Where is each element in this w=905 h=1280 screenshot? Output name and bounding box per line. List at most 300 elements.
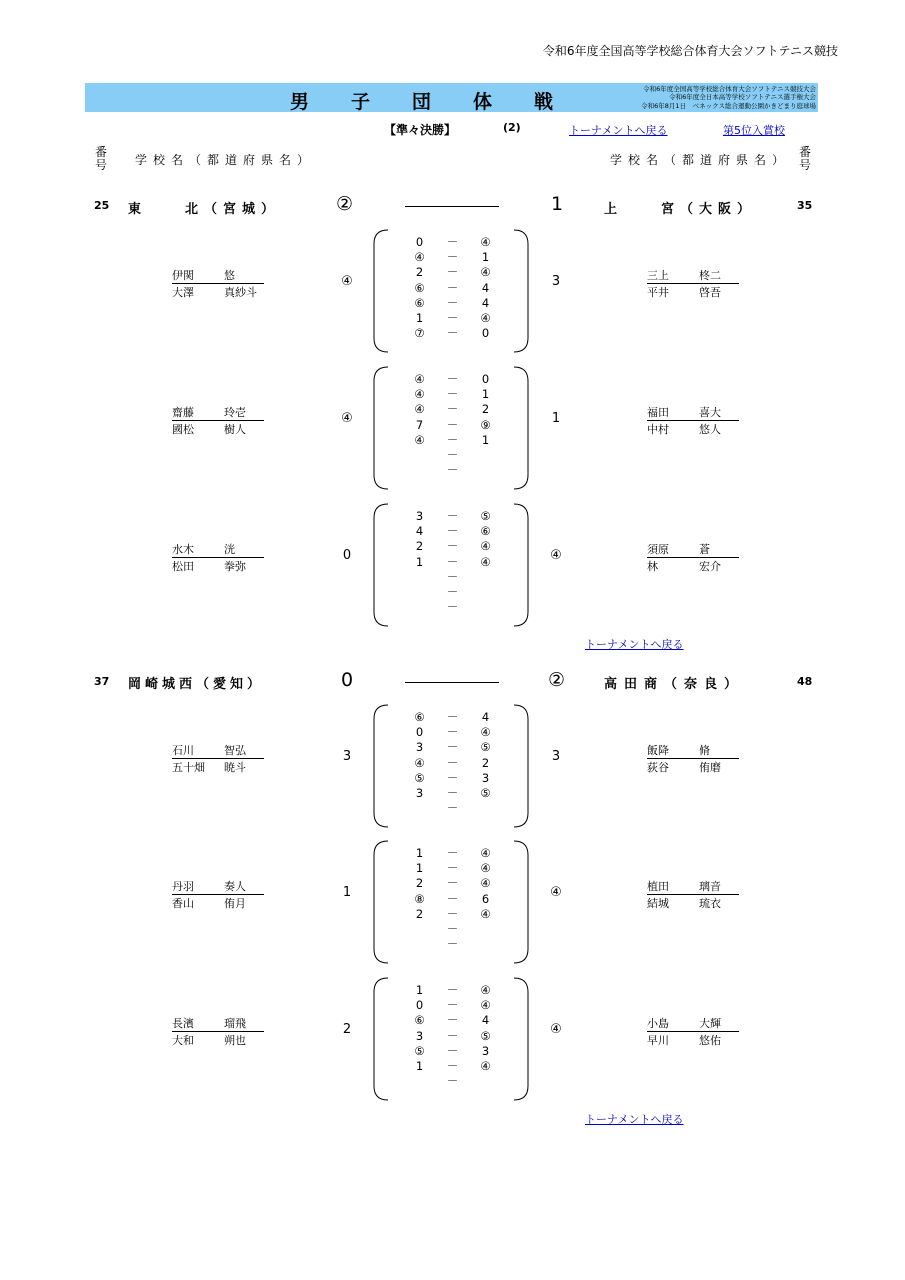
bracket-left — [374, 705, 388, 827]
game-score-left — [403, 570, 436, 585]
game-score-left: 2 — [415, 539, 424, 554]
game-dash: － — [446, 725, 459, 740]
game-dash: － — [446, 1043, 459, 1058]
game-score-left: 0 — [415, 725, 424, 740]
bout-score-right: ④ — [550, 885, 562, 900]
bout-score-left: ④ — [341, 274, 353, 289]
right-players — [647, 541, 739, 574]
team-number-right: 35 — [797, 199, 813, 212]
bracket-right — [514, 978, 528, 1100]
game-dash: － — [446, 539, 459, 554]
game-dash: － — [446, 740, 459, 755]
game-score-left: ⑤ — [414, 770, 425, 785]
player-surname: 荻谷 — [647, 761, 669, 774]
game-dash: － — [446, 770, 459, 785]
game-row — [403, 1013, 502, 1028]
round-label: 【準々決勝】 — [384, 123, 457, 137]
game-score-right: ④ — [480, 861, 491, 876]
game-score-left: 2 — [415, 906, 424, 921]
game-scores — [403, 846, 502, 952]
game-score-left: ④ — [414, 755, 425, 770]
game-row — [403, 710, 502, 725]
game-dash: － — [446, 554, 459, 569]
game-row — [403, 402, 502, 417]
bracket-right — [514, 230, 528, 352]
right-players — [647, 742, 739, 775]
player-surname: 香山 — [172, 897, 194, 910]
game-scores — [403, 710, 502, 816]
player-surname: 丹羽 — [172, 880, 194, 893]
bout-score-right: ④ — [550, 1022, 562, 1037]
game-row — [403, 433, 502, 448]
team-name-left: 東 北（宮城） — [128, 202, 281, 217]
team-number-right: 48 — [797, 675, 813, 688]
bout-score-right: 3 — [551, 274, 561, 289]
match-divider — [405, 206, 499, 207]
game-score-left — [403, 937, 436, 952]
player-row — [647, 878, 739, 895]
game-score-right: 6 — [481, 891, 490, 906]
player-row — [647, 558, 739, 574]
game-dash: － — [446, 983, 459, 997]
game-row — [403, 600, 502, 615]
game-row — [403, 509, 502, 524]
game-score-left — [403, 600, 436, 615]
game-row — [403, 326, 502, 341]
game-score-left: ⑥ — [414, 710, 425, 724]
bracket-right — [514, 504, 528, 626]
bout-score-left: 0 — [342, 548, 352, 563]
game-score-left: 2 — [415, 265, 424, 280]
game-scores — [403, 509, 502, 615]
game-dash: － — [446, 846, 459, 860]
player-surname: 齋藤 — [172, 406, 194, 419]
game-score-right: 1 — [481, 432, 490, 447]
left-players — [172, 404, 264, 437]
tournament-link[interactable]: トーナメントへ戻る — [569, 124, 668, 137]
game-scores — [403, 372, 502, 478]
game-score-right: 3 — [481, 770, 490, 785]
team-name-right: 高田商（奈良） — [604, 677, 745, 692]
game-score-right: ④ — [480, 539, 491, 554]
game-dash: － — [446, 265, 459, 280]
game-row — [403, 801, 502, 816]
game-row — [403, 725, 502, 740]
bracket-left — [374, 504, 388, 626]
game-dash: － — [446, 1013, 459, 1028]
game-score-left: 1 — [415, 861, 424, 876]
player-given-name: 大輝 — [699, 1017, 721, 1030]
bout-score-right: 3 — [551, 749, 561, 764]
player-row — [647, 284, 739, 300]
player-given-name: 玲壱 — [224, 406, 246, 419]
game-score-left: 0 — [415, 998, 424, 1013]
game-dash: － — [446, 280, 459, 295]
player-given-name: 悠佑 — [699, 1034, 721, 1047]
game-dash: － — [446, 1059, 459, 1074]
player-surname: 伊関 — [172, 269, 194, 282]
game-score-right: 2 — [481, 755, 490, 770]
player-surname: 水木 — [172, 543, 194, 556]
player-surname: 須原 — [647, 543, 669, 556]
game-dash: － — [446, 998, 459, 1013]
player-surname: 大和 — [172, 1034, 194, 1047]
event-info-line: 令和6年度全国高等学校総合体育大会ソフトテニス競技大会 — [643, 85, 816, 93]
player-surname: 林 — [647, 560, 658, 573]
game-score-right: 4 — [481, 710, 490, 724]
game-dash: － — [446, 937, 459, 952]
bracket-right — [514, 705, 528, 827]
game-row — [403, 296, 502, 311]
game-score-right: ④ — [480, 846, 491, 860]
player-given-name: 脩 — [699, 744, 710, 757]
player-row — [172, 284, 264, 300]
player-row — [172, 1032, 264, 1048]
player-surname: 大澤 — [172, 286, 194, 299]
team-number-left: 25 — [94, 199, 110, 212]
fifth-place-link[interactable]: 第5位入賞校 — [723, 124, 785, 137]
team-score-left: ② — [336, 193, 354, 215]
player-given-name: 侑月 — [224, 897, 246, 910]
team-name-right: 上 宮（大阪） — [604, 202, 757, 217]
player-given-name: 蒼 — [699, 543, 710, 556]
player-row — [172, 267, 264, 284]
game-score-left — [403, 1074, 436, 1089]
player-surname: 平井 — [647, 286, 669, 299]
game-score-left: 4 — [415, 524, 424, 539]
game-dash: － — [446, 710, 459, 724]
game-row — [403, 771, 502, 786]
game-dash: － — [446, 876, 459, 891]
player-surname: 石川 — [172, 744, 194, 757]
player-surname: 長濱 — [172, 1017, 194, 1030]
game-dash: － — [446, 295, 459, 310]
player-surname: 福田 — [647, 406, 669, 419]
right-players — [647, 878, 739, 911]
bout-score-right: 1 — [551, 411, 561, 426]
game-dash: － — [446, 1028, 459, 1043]
player-given-name: 洸 — [224, 543, 235, 556]
game-score-left: 1 — [415, 311, 424, 326]
game-row — [403, 311, 502, 326]
game-row — [403, 585, 502, 600]
game-score-left — [403, 801, 436, 816]
player-given-name: 拳弥 — [224, 560, 246, 573]
game-score-right — [469, 922, 502, 937]
game-dash: － — [446, 922, 459, 937]
game-row — [403, 907, 502, 922]
tournament-link[interactable]: トーナメントへ戻る — [585, 1113, 684, 1126]
player-row — [172, 558, 264, 574]
game-score-left: ④ — [414, 432, 425, 447]
player-row — [172, 742, 264, 759]
game-score-right: ④ — [480, 876, 491, 891]
game-dash: － — [446, 861, 459, 876]
left-players — [172, 541, 264, 574]
game-row — [403, 998, 502, 1013]
event-info-line: 令和6年度全日本高等学校ソフトテニス選手権大会 — [669, 93, 816, 102]
game-score-right: ④ — [480, 235, 491, 249]
game-scores — [403, 983, 502, 1089]
team-name-left: 岡崎城西（愛知） — [128, 677, 265, 692]
game-row — [403, 876, 502, 891]
player-given-name: 侑磨 — [699, 761, 721, 774]
player-given-name: 奏人 — [224, 880, 246, 893]
player-given-name: 朔也 — [224, 1034, 246, 1047]
player-surname: 三上 — [647, 269, 669, 282]
player-surname: 結城 — [647, 897, 669, 910]
game-score-left — [403, 448, 436, 463]
game-score-left: ④ — [414, 250, 425, 265]
game-score-right: ⑥ — [480, 524, 491, 539]
game-score-right: ⑤ — [480, 1028, 491, 1043]
game-score-right — [469, 801, 502, 816]
game-score-right: 3 — [481, 1043, 490, 1058]
left-players — [172, 267, 264, 300]
player-given-name: 柊二 — [699, 269, 721, 282]
bracket-left — [374, 230, 388, 352]
bout-score-right: ④ — [550, 548, 562, 563]
player-row — [172, 421, 264, 437]
match-divider — [405, 682, 499, 683]
player-surname: 小島 — [647, 1017, 669, 1030]
competition-caption: 令和6年度全国高等学校総合体育大会ソフトテニス競技 — [542, 44, 838, 58]
game-score-right: ④ — [480, 265, 491, 280]
bracket-left — [374, 841, 388, 963]
player-row — [172, 541, 264, 558]
game-score-right — [469, 570, 502, 585]
game-score-right — [469, 463, 502, 478]
bracket-right — [514, 841, 528, 963]
event-info — [641, 85, 816, 110]
game-dash: － — [446, 311, 459, 326]
game-dash: － — [446, 372, 459, 386]
game-score-left: ⑧ — [414, 891, 425, 906]
player-given-name: 琉衣 — [699, 897, 721, 910]
game-score-right: 0 — [481, 326, 490, 341]
game-row — [403, 740, 502, 755]
game-dash: － — [446, 250, 459, 265]
player-row — [647, 1032, 739, 1048]
school-header-right: 学校名（都道府県名） — [610, 153, 791, 167]
player-row — [172, 404, 264, 421]
player-row — [647, 267, 739, 284]
game-row — [403, 524, 502, 539]
player-surname: 松田 — [172, 560, 194, 573]
game-row — [403, 372, 502, 387]
event-info-line: 令和6年8月1日 ベネックス総合運動公園かきどまり庭球場 — [641, 101, 816, 110]
bracket-left — [374, 367, 388, 489]
bracket-right — [514, 367, 528, 489]
player-row — [172, 759, 264, 775]
game-row — [403, 281, 502, 296]
team-score-left: 0 — [341, 669, 354, 691]
event-banner — [85, 83, 818, 112]
bracket-left — [374, 978, 388, 1100]
game-score-left: ⑥ — [414, 295, 425, 310]
left-players — [172, 1015, 264, 1048]
game-score-right: ④ — [480, 983, 491, 997]
player-row — [647, 742, 739, 759]
bout-score-left: ④ — [341, 411, 353, 426]
game-dash: － — [446, 585, 459, 600]
game-score-left: ⑦ — [414, 326, 425, 341]
game-dash: － — [446, 801, 459, 816]
player-given-name: 樹人 — [224, 423, 246, 436]
game-row — [403, 387, 502, 402]
game-dash: － — [446, 786, 459, 801]
game-score-right: ④ — [480, 906, 491, 921]
game-dash: － — [446, 524, 459, 539]
player-given-name: 悠 — [224, 269, 235, 282]
player-surname: 飯降 — [647, 744, 669, 757]
tournament-link[interactable]: トーナメントへ戻る — [585, 638, 684, 651]
game-row — [403, 786, 502, 801]
game-row — [403, 756, 502, 771]
number-header-left: 番号 — [94, 145, 107, 172]
game-score-right: ⑨ — [480, 417, 491, 432]
game-dash: － — [446, 463, 459, 478]
game-score-left: 1 — [415, 554, 424, 569]
game-dash: － — [446, 387, 459, 402]
game-scores — [403, 235, 502, 341]
game-score-left: 7 — [415, 417, 424, 432]
game-score-right: ⑤ — [480, 786, 491, 801]
game-row — [403, 265, 502, 280]
game-dash: － — [446, 326, 459, 341]
game-dash: － — [446, 402, 459, 417]
player-given-name: 悠人 — [699, 423, 721, 436]
game-row — [403, 922, 502, 937]
game-row — [403, 235, 502, 250]
player-surname: 國松 — [172, 423, 194, 436]
left-players — [172, 878, 264, 911]
game-score-left: 3 — [415, 740, 424, 755]
game-score-left: ④ — [414, 387, 425, 402]
game-row — [403, 1059, 502, 1074]
game-dash: － — [446, 1074, 459, 1089]
game-score-left — [403, 585, 436, 600]
game-score-left: 3 — [415, 509, 424, 523]
game-score-right: ④ — [480, 998, 491, 1013]
game-score-left: 0 — [415, 235, 424, 249]
game-score-right: 4 — [481, 1013, 490, 1028]
player-surname: 中村 — [647, 423, 669, 436]
game-dash: － — [446, 417, 459, 432]
game-score-right: 2 — [481, 402, 490, 417]
game-dash: － — [446, 891, 459, 906]
team-score-right: ② — [548, 669, 566, 691]
game-score-right: 4 — [481, 280, 490, 295]
event-title: 男子団体戦 — [290, 91, 596, 113]
game-dash: － — [446, 509, 459, 523]
player-surname: 早川 — [647, 1034, 669, 1047]
game-dash: － — [446, 906, 459, 921]
game-score-left: 3 — [415, 786, 424, 801]
team-score-right: 1 — [551, 193, 564, 215]
game-row — [403, 418, 502, 433]
game-row — [403, 1029, 502, 1044]
player-row — [647, 895, 739, 911]
game-score-right — [469, 1074, 502, 1089]
game-row — [403, 983, 502, 998]
game-row — [403, 892, 502, 907]
game-score-right: ④ — [480, 1059, 491, 1074]
player-given-name: 智弘 — [224, 744, 246, 757]
bout-score-left: 1 — [342, 885, 352, 900]
game-score-left: 2 — [415, 876, 424, 891]
game-score-left: ⑤ — [414, 1043, 425, 1058]
player-row — [172, 895, 264, 911]
game-score-right: ④ — [480, 311, 491, 326]
game-score-right: ⑤ — [480, 509, 491, 523]
game-score-left: 1 — [415, 1059, 424, 1074]
game-score-right — [469, 448, 502, 463]
player-given-name: 璃音 — [699, 880, 721, 893]
game-row — [403, 463, 502, 478]
game-row — [403, 846, 502, 861]
game-score-left: 1 — [415, 983, 424, 997]
game-dash: － — [446, 600, 459, 615]
player-surname: 植田 — [647, 880, 669, 893]
game-score-left — [403, 922, 436, 937]
game-row — [403, 861, 502, 876]
player-row — [172, 878, 264, 895]
game-score-right: ⑤ — [480, 740, 491, 755]
game-score-left: ⑥ — [414, 1013, 425, 1028]
left-players — [172, 742, 264, 775]
team-number-left: 37 — [94, 675, 110, 688]
game-score-right: 0 — [481, 372, 490, 386]
game-row — [403, 555, 502, 570]
player-row — [647, 541, 739, 558]
round-number: (2) — [503, 121, 521, 134]
game-dash: － — [446, 755, 459, 770]
game-row — [403, 539, 502, 554]
player-row — [647, 404, 739, 421]
game-score-left: ④ — [414, 402, 425, 417]
game-row — [403, 1074, 502, 1089]
game-score-right: 1 — [481, 250, 490, 265]
player-given-name: 瑠飛 — [224, 1017, 246, 1030]
game-score-right: ④ — [480, 554, 491, 569]
right-players — [647, 1015, 739, 1048]
bout-score-left: 2 — [342, 1022, 352, 1037]
game-score-left: ⑥ — [414, 280, 425, 295]
game-score-left: 3 — [415, 1028, 424, 1043]
game-row — [403, 1044, 502, 1059]
game-row — [403, 937, 502, 952]
game-score-left: 1 — [415, 846, 424, 860]
player-given-name: 喜大 — [699, 406, 721, 419]
number-header-right: 番号 — [798, 145, 811, 172]
right-players — [647, 404, 739, 437]
game-score-right — [469, 937, 502, 952]
player-given-name: 真紗斗 — [224, 286, 257, 299]
game-score-right — [469, 585, 502, 600]
game-row — [403, 250, 502, 265]
game-score-left — [403, 463, 436, 478]
school-header-left: 学校名（都道府県名） — [135, 153, 316, 167]
player-given-name: 宏介 — [699, 560, 721, 573]
game-row — [403, 570, 502, 585]
game-dash: － — [446, 235, 459, 249]
player-row — [647, 759, 739, 775]
game-score-right: ④ — [480, 725, 491, 740]
game-score-right — [469, 600, 502, 615]
player-row — [647, 1015, 739, 1032]
game-dash: － — [446, 432, 459, 447]
